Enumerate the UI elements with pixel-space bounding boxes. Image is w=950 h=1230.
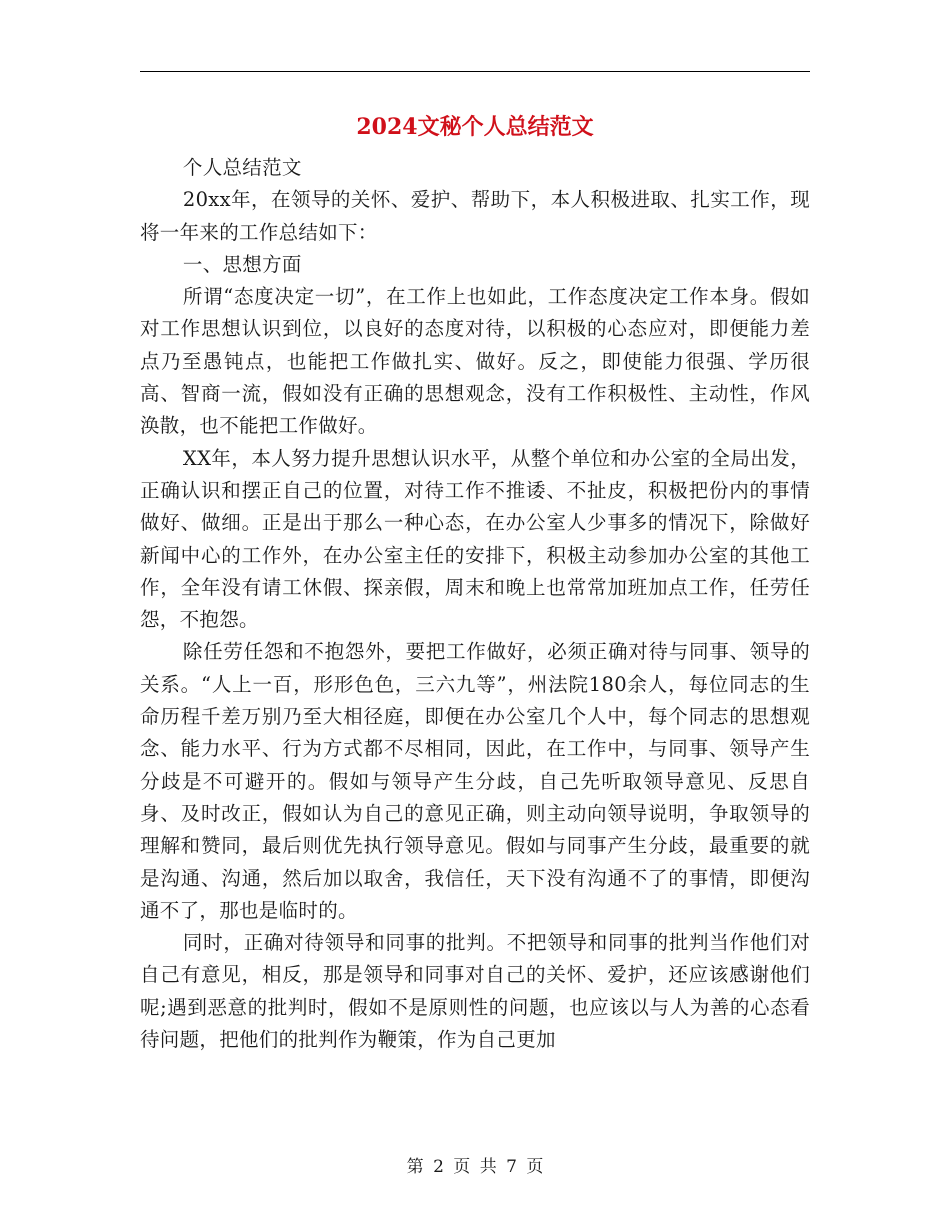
paragraph: 所谓“态度决定一切”，在工作上也如此，工作态度决定工作本身。假如对工作思想认识到位，以良好的态度对待，以积极的心态应对，即便能力差点乃至愚钝点，也能把工作做扎实、做好。反之，即使能力很强、学历很高、智商一流，假如没有正确的思想观念，没有工作积极性、主动性，作风涣散，也不能把工作做好。: [140, 285, 810, 438]
document-title: 2024文秘个人总结范文: [356, 114, 594, 140]
section-heading-thought: 一、思想方面: [182, 252, 302, 276]
paragraph: XX年，本人努力提升思想认识水平，从整个单位和办公室的全局出发，正确认识和摆正自己的位置，对待工作不推诿、不扯皮，积极把份内的事情做好、做细。正是出于那么一种心态，在办公室人少事多的情况下，除做好新闻中心的工作外，在办公室主任的安排下，积极主动参加办公室的其他工作，全年没有请工休假、探亲假，周末和晚上也常常加班加点工作，任劳任怨，不抱怨。: [140, 446, 810, 632]
paragraph: 除任劳任怨和不抱怨外，要把工作做好，必须正确对待与同事、领导的关系。“人上一百，形形色色，三六九等”，州法院180余人，每位同志的生命历程千差万别乃至大相径庭，即便在办公室几个人中，每个同志的思想观念、能力水平、行为方式都不尽相同，因此，在工作中，与同事、领导产生分歧是不可避开的。假如与领导产生分歧，自己先听取领导意见、反思自身、及时改正，假如认为自己的意见正确，则主动向领导说明，争取领导的理解和赞同，最后则优先执行领导意见。假如与同事产生分歧，最重要的就是沟通、沟通，然后加以取舍，我信任，天下没有沟通不了的事情，即便沟通不了，那也是临时的。: [140, 640, 810, 922]
paragraph: 同时，正确对待领导和同事的批判。不把领导和同事的批判当作他们对自己有意见，相反，那是领导和同事对自己的关怀、爱护，还应该感谢他们呢;遇到恶意的批判时，假如不是原则性的问题，也应该以与人为善的心态看待问题，把他们的批判作为鞭策，作为自己更加: [140, 931, 810, 1052]
page-indicator: 第 2 页 共 7 页: [406, 1157, 544, 1177]
paragraph-heading: 个人总结范文: [182, 156, 302, 179]
paragraph-intro: 20xx年，在领导的关怀、爱护、帮助下，本人积极进取、扎实工作，现将一年来的工作总结如下：: [140, 188, 810, 244]
document-body: [140, 152, 810, 1056]
header-rule: [140, 71, 810, 72]
